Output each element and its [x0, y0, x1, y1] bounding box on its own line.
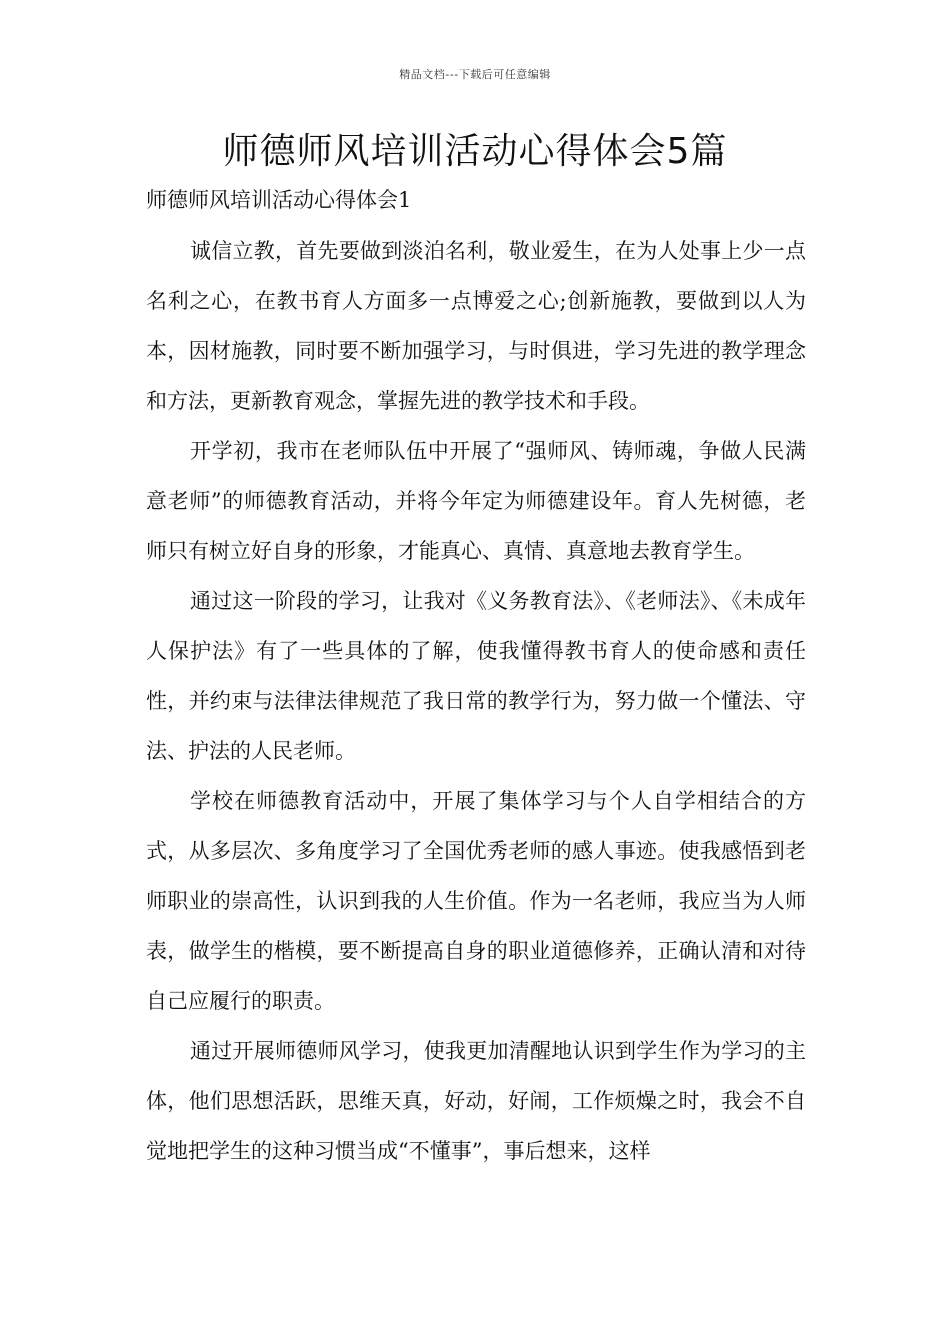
- paragraph-3: 通过这一阶段的学习，让我对《义务教育法》、《老师法》、《未成年人保护法》有了一些具体的了解，使我懂得教书育人的使命感和责任性，并约束与法律法律规范了我日常的教学行为，努力做一个懂法、守法、护法的人民老师。: [146, 589, 806, 763]
- document-body: [146, 226, 806, 1176]
- paragraph-2: 开学初，我市在老师队伍中开展了“强师风、铸师魂，争做人民满意老师”的师德教育活动，并将今年定为师德建设年。育人先树德，老师只有树立好自身的形象，才能真心、真情、真意地去教育学生。: [146, 439, 806, 563]
- section-heading: 师德师风培训活动心得体会1: [146, 188, 412, 212]
- paragraph-1: 诚信立教，首先要做到淡泊名利，敬业爱生，在为人处事上少一点名利之心，在教书育人方面多一点博爱之心;创新施教，要做到以人为本，因材施教，同时要不断加强学习，与时俱进，学习先进的教学理念和方法，更新教育观念，掌握先进的教学技术和手段。: [146, 239, 806, 413]
- document-title: 师德师风培训活动心得体会5篇: [222, 131, 728, 172]
- paragraph-4: 学校在师德教育活动中，开展了集体学习与个人自学相结合的方式，从多层次、多角度学习了全国优秀老师的感人事迹。使我感悟到老师职业的崇高性，认识到我的人生价值。作为一名老师，我应当为人师表，做学生的楷模，要不断提高自身的职业道德修养，正确认清和对待自己应履行的职责。: [146, 789, 806, 1013]
- paragraph-5: 通过开展师德师风学习，使我更加清醒地认识到学生作为学习的主体，他们思想活跃，思维天真，好动，好闹，工作烦燥之时，我会不自觉地把学生的这种习惯当成“不懂事”，事后想来，这样: [146, 1039, 806, 1163]
- header-note: 精品文档---下载后可任意编辑: [399, 68, 551, 81]
